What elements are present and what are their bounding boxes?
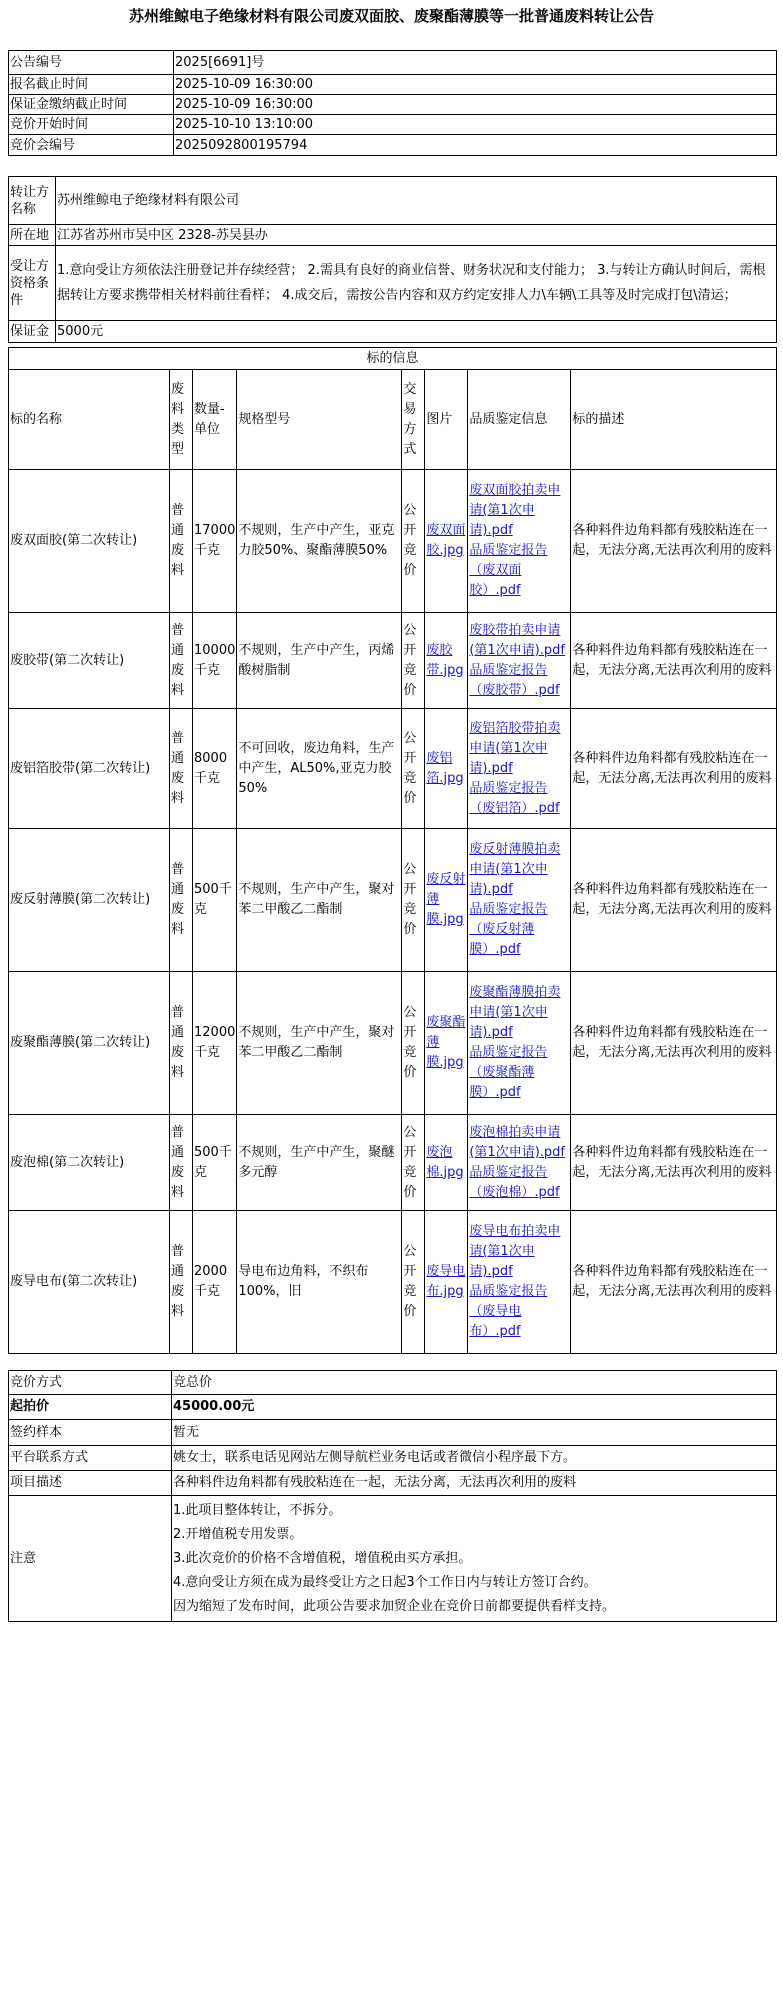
lot-trade-method: 公开竞价 [402, 613, 425, 709]
lot-quality-report-link[interactable]: 品质鉴定报告（废导电布）.pdf [469, 1284, 548, 1339]
lot-quality-cell [468, 1211, 571, 1354]
lot-application-link[interactable]: 废双面胶拍卖申请(第1次申请).pdf [469, 483, 561, 538]
label-qualification: 受让方资格条件 [9, 246, 56, 321]
lot-spec: 不规则，生产中产生，亚克力胶50%、聚酯薄膜50% [237, 470, 402, 613]
value-location: 江苏省苏州市吴中区 2328-苏吴县办 [56, 225, 777, 246]
lot-application-link[interactable]: 废胶带拍卖申请(第1次申请).pdf [469, 622, 565, 658]
value-notice-no: 2025[6691]号 [174, 51, 777, 75]
value-bid-start: 2025-10-10 13:10:00 [174, 115, 777, 135]
lot-image-cell [425, 829, 468, 972]
label-project-desc: 项目描述 [9, 1471, 172, 1496]
col-spec: 规格型号 [237, 370, 402, 470]
lot-type: 普通废料 [170, 1115, 193, 1211]
lot-trade-method: 公开竞价 [402, 972, 425, 1115]
lot-row [9, 1211, 777, 1354]
notes-list [172, 1496, 777, 1622]
col-quality: 品质鉴定信息 [468, 370, 571, 470]
value-bid-method: 竞总价 [172, 1371, 777, 1395]
lot-row [9, 1115, 777, 1211]
transferor-table [8, 176, 777, 343]
lot-quantity: 8000千克 [193, 709, 237, 829]
lot-image-cell [425, 470, 468, 613]
value-qualification: 1.意向受让方须依法注册登记并存续经营； 2.需具有良好的商业信誉、财务状况和支付能力； 3.与转让方确认时间后，需根据转让方要求携带相关材料前往看样； 4.成交后，需按公告内容和双方约定安排人力\车辆\工具等及时完成打包\清运； [56, 246, 777, 321]
value-sample: 暂无 [172, 1420, 777, 1446]
lot-spec: 不可回收，废边角料，生产中产生，AL50%,亚克力胶50% [237, 709, 402, 829]
lot-quantity: 500千克 [193, 829, 237, 972]
col-desc: 标的描述 [571, 370, 777, 470]
value-reg-deadline: 2025-10-09 16:30:00 [174, 75, 777, 95]
lot-name: 废聚酯薄膜(第二次转让) [9, 972, 170, 1115]
lot-image-cell [425, 1115, 468, 1211]
lot-quality-report-link[interactable]: 品质鉴定报告（废双面胶）.pdf [469, 543, 548, 598]
lot-quantity: 10000千克 [193, 613, 237, 709]
lot-name: 废胶带(第二次转让) [9, 613, 170, 709]
label-start-price: 起拍价 [9, 1395, 172, 1420]
col-name: 标的名称 [9, 370, 170, 470]
lot-description: 各种料件边角料都有残胶粘连在一起，无法分离,无法再次利用的废料 [571, 709, 777, 829]
lots-table [8, 347, 777, 1354]
col-type: 废料类型 [170, 370, 193, 470]
lot-image-cell [425, 709, 468, 829]
lot-quantity: 500千克 [193, 1115, 237, 1211]
note-item: 1.此项目整体转让，不拆分。 [173, 1502, 342, 1518]
label-bid-method: 竞价方式 [9, 1371, 172, 1395]
basic-info-table [8, 50, 777, 156]
lot-row [9, 613, 777, 709]
lot-trade-method: 公开竞价 [402, 1211, 425, 1354]
lot-description: 各种料件边角料都有残胶粘连在一起，无法分离,无法再次利用的废料 [571, 1211, 777, 1354]
lot-type: 普通废料 [170, 1211, 193, 1354]
lot-name: 废双面胶(第二次转让) [9, 470, 170, 613]
note-item: 因为缩短了发布时间，此项公告要求加贸企业在竞价日前都要提供看样支持。 [173, 1598, 616, 1614]
value-project-desc: 各种料件边角料都有残胶粘连在一起，无法分离，无法再次利用的废料 [172, 1471, 777, 1496]
value-deposit: 5000元 [56, 321, 777, 343]
lot-quality-cell [468, 613, 571, 709]
lot-name: 废泡棉(第二次转让) [9, 1115, 170, 1211]
lot-description: 各种料件边角料都有残胶粘连在一起，无法分离,无法再次利用的废料 [571, 1115, 777, 1211]
lot-spec: 不规则，生产中产生，丙烯酸树脂制 [237, 613, 402, 709]
lot-type: 普通废料 [170, 972, 193, 1115]
lot-application-link[interactable]: 废铝箔胶带拍卖申请(第1次申请).pdf [469, 720, 561, 776]
lot-row [9, 709, 777, 829]
bidding-info-table [8, 1370, 777, 1622]
lot-quantity: 17000千克 [193, 470, 237, 613]
page-title: 苏州维鲸电子绝缘材料有限公司废双面胶、废聚酯薄膜等一批普通废料转让公告 [128, 7, 654, 25]
lot-image-link[interactable]: 废导电布.jpg [426, 1264, 466, 1299]
lot-image-link[interactable]: 废反射薄膜.jpg [426, 872, 466, 927]
value-contact: 姚女士，联系电话见网站左侧导航栏业务电话或者微信小程序最下方。 [172, 1446, 777, 1471]
lot-trade-method: 公开竞价 [402, 829, 425, 972]
value-deposit-deadline: 2025-10-09 16:30:00 [174, 95, 777, 115]
lot-description: 各种料件边角料都有残胶粘连在一起，无法分离,无法再次利用的废料 [571, 613, 777, 709]
lot-trade-method: 公开竞价 [402, 470, 425, 613]
lot-quality-report-link[interactable]: 品质鉴定报告（废泡棉）.pdf [469, 1164, 560, 1200]
lot-row [9, 972, 777, 1115]
lot-quality-report-link[interactable]: 品质鉴定报告（废聚酯薄膜）.pdf [469, 1045, 548, 1100]
lot-application-link[interactable]: 废反射薄膜拍卖申请(第1次申请).pdf [469, 842, 561, 897]
lot-quality-cell [468, 1115, 571, 1211]
lot-type: 普通废料 [170, 829, 193, 972]
lot-quality-cell [468, 972, 571, 1115]
lot-application-link[interactable]: 废泡棉拍卖申请(第1次申请).pdf [469, 1124, 565, 1160]
lots-section-title: 标的信息 [9, 348, 777, 370]
lot-name: 废导电布(第二次转让) [9, 1211, 170, 1354]
lot-spec: 导电布边角料，不织布100%，旧 [237, 1211, 402, 1354]
lot-row [9, 470, 777, 613]
lot-quality-report-link[interactable]: 品质鉴定报告（废胶带）.pdf [469, 662, 560, 698]
lot-description: 各种料件边角料都有残胶粘连在一起，无法分离,无法再次利用的废料 [571, 470, 777, 613]
label-notice-no: 公告编号 [9, 51, 174, 75]
note-item: 3.此次竞价的价格不含增值税，增值税由买方承担。 [173, 1550, 472, 1566]
col-image: 图片 [425, 370, 468, 470]
lot-trade-method: 公开竞价 [402, 709, 425, 829]
lot-description: 各种料件边角料都有残胶粘连在一起，无法分离,无法再次利用的废料 [571, 829, 777, 972]
label-sample: 签约样本 [9, 1420, 172, 1446]
label-deposit-deadline: 保证金缴纳截止时间 [9, 95, 174, 115]
value-auction-no: 2025092800195794 [174, 135, 777, 156]
lot-quantity: 2000千克 [193, 1211, 237, 1354]
note-item: 2.开增值税专用发票。 [173, 1526, 303, 1542]
label-location: 所在地 [9, 225, 56, 246]
lot-quality-report-link[interactable]: 品质鉴定报告（废铝箔）.pdf [469, 780, 560, 816]
lot-application-link[interactable]: 废导电布拍卖申请(第1次申请).pdf [469, 1224, 561, 1279]
lot-quality-report-link[interactable]: 品质鉴定报告（废反射薄膜）.pdf [469, 902, 548, 957]
label-auction-no: 竞价会编号 [9, 135, 174, 156]
label-transferor: 转让方名称 [9, 177, 56, 225]
col-trade: 交易方式 [402, 370, 425, 470]
lot-image-link[interactable]: 废泡棉.jpg [426, 1144, 464, 1180]
lot-spec: 不规则，生产中产生，聚对苯二甲酸乙二酯制 [237, 972, 402, 1115]
lot-type: 普通废料 [170, 470, 193, 613]
value-start-price: 45000.00元 [172, 1395, 777, 1420]
label-deposit: 保证金 [9, 321, 56, 343]
col-qty: 数量-单位 [193, 370, 237, 470]
lot-image-link[interactable]: 废双面胶.jpg [426, 523, 466, 558]
lot-application-link[interactable]: 废聚酯薄膜拍卖申请(第1次申请).pdf [469, 985, 561, 1040]
label-contact: 平台联系方式 [9, 1446, 172, 1471]
lot-name: 废反射薄膜(第二次转让) [9, 829, 170, 972]
lot-image-cell [425, 972, 468, 1115]
lot-quality-cell [468, 829, 571, 972]
lot-quality-cell [468, 709, 571, 829]
lot-spec: 不规则，生产中产生，聚对苯二甲酸乙二酯制 [237, 829, 402, 972]
lot-type: 普通废料 [170, 613, 193, 709]
lot-name: 废铝箔胶带(第二次转让) [9, 709, 170, 829]
label-notes: 注意 [9, 1496, 172, 1622]
lot-image-cell [425, 1211, 468, 1354]
lot-image-link[interactable]: 废铝箔.jpg [426, 750, 464, 786]
lot-description: 各种料件边角料都有残胶粘连在一起，无法分离,无法再次利用的废料 [571, 972, 777, 1115]
lot-image-link[interactable]: 废胶带.jpg [426, 642, 464, 678]
lot-type: 普通废料 [170, 709, 193, 829]
label-bid-start: 竞价开始时间 [9, 115, 174, 135]
lot-trade-method: 公开竞价 [402, 1115, 425, 1211]
lot-image-cell [425, 613, 468, 709]
value-transferor: 苏州维鲸电子绝缘材料有限公司 [56, 177, 777, 225]
lot-row [9, 829, 777, 972]
label-reg-deadline: 报名截止时间 [9, 75, 174, 95]
lot-spec: 不规则，生产中产生，聚醚多元醇 [237, 1115, 402, 1211]
lot-image-link[interactable]: 废聚酯薄膜.jpg [426, 1015, 466, 1070]
note-item: 4.意向受让方须在成为最终受让方之日起3个工作日内与转让方签订合约。 [173, 1574, 597, 1590]
lot-quantity: 12000千克 [193, 972, 237, 1115]
lot-quality-cell [468, 470, 571, 613]
